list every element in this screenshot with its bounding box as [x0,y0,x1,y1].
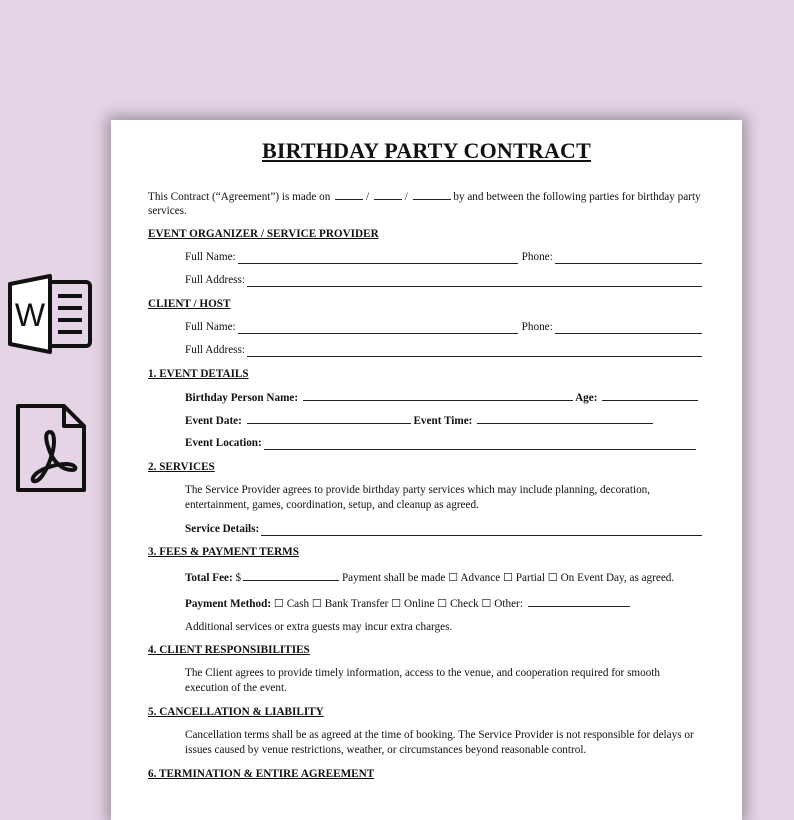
client-phone-label: Phone: [521,321,553,333]
event-location-field[interactable] [264,439,696,450]
word-letter: W [14,297,46,333]
client-responsibilities-text-1: The Client agrees to provide timely information, access to the venue, and cooperation required for smooth [185,667,661,679]
birthday-person-label: Birthday Person Name: [185,392,299,404]
client-address-row [185,343,702,357]
service-details-row [185,522,702,536]
payment-method-label: Payment Method: [185,598,272,610]
service-details-label: Service Details: [185,523,260,535]
pdf-document-icon [14,402,88,494]
age-label: Age: [575,392,598,404]
contract-page [111,120,742,820]
provider-address-label: Full Address: [185,274,245,286]
provider-name-label: Full Name: [185,251,236,263]
client-phone-field[interactable] [555,323,702,334]
intro-line-2: services. [148,205,187,217]
payment-method-row [185,596,630,611]
provider-phone-field[interactable] [555,253,702,264]
event-date-row [185,413,653,428]
birthday-person-field[interactable] [303,390,573,401]
event-location-row [185,436,702,450]
services-heading: 2. SERVICES [148,461,215,473]
provider-name-row [185,250,702,264]
event-details-heading: 1. EVENT DETAILS [148,368,249,380]
event-time-label: Event Time: [413,415,473,427]
client-name-label: Full Name: [185,321,236,333]
client-address-field[interactable] [247,346,702,357]
client-heading: CLIENT / HOST [148,298,231,310]
dollar-sign: $ [235,572,242,584]
cancellation-text-1: Cancellation terms shall be as agreed at the time of booking. The Service Provider is not responsible for delays or [185,729,694,741]
event-date-label: Event Date: [185,415,242,427]
payment-method-options[interactable]: ☐ Cash ☐ Bank Transfer ☐ Online ☐ Check ☐ Other: [273,598,523,610]
total-fee-field[interactable] [243,570,339,581]
cancellation-text-2: issues caused by venue restrictions, weather, or circumstances beyond reasonable control. [185,744,587,756]
total-fee-row [185,570,674,585]
date-separator: / [404,191,408,203]
cancellation-heading: 5. CANCELLATION & LIABILITY [148,706,324,718]
event-time-field[interactable] [477,413,653,424]
client-address-label: Full Address: [185,344,245,356]
total-fee-label: Total Fee: [185,572,233,584]
word-document-icon [6,272,94,356]
termination-heading: 6. TERMINATION & ENTIRE AGREEMENT [148,768,375,780]
services-text-1: The Service Provider agrees to provide birthday party services which may include planning, decoration, [185,484,651,496]
provider-name-field[interactable] [238,253,518,264]
provider-address-field[interactable] [247,276,702,287]
provider-phone-label: Phone: [521,251,553,263]
provider-address-row [185,273,702,287]
intro-text: This Contract (“Agreement”) is made on [148,191,331,203]
event-date-field[interactable] [247,413,411,424]
document-title: BIRTHDAY PARTY CONTRACT [261,138,591,163]
payment-schedule-text: Payment shall be made ☐ Advance ☐ Partial ☐ On Event Day, as agreed. [341,572,675,584]
age-field[interactable] [602,390,698,401]
payment-other-field[interactable] [528,596,630,607]
client-responsibilities-text-2: execution of the event. [185,682,287,694]
client-name-row [185,320,702,334]
event-location-label: Event Location: [185,437,262,449]
additional-charges: Additional services or extra guests may incur extra charges. [185,621,453,633]
services-text-2: entertainment, games, coordination, setup, and cleanup as agreed. [185,499,479,511]
client-responsibilities-heading: 4. CLIENT RESPONSIBILITIES [148,644,310,656]
provider-heading: EVENT ORGANIZER / SERVICE PROVIDER [148,228,379,240]
intro-line [148,189,701,204]
service-details-field[interactable] [261,525,702,536]
intro-text-end: by and between the following parties for birthday party [453,191,701,203]
fees-heading: 3. FEES & PAYMENT TERMS [148,546,299,558]
birthday-person-row [185,390,698,405]
date-separator: / [365,191,370,203]
client-name-field[interactable] [238,323,518,334]
